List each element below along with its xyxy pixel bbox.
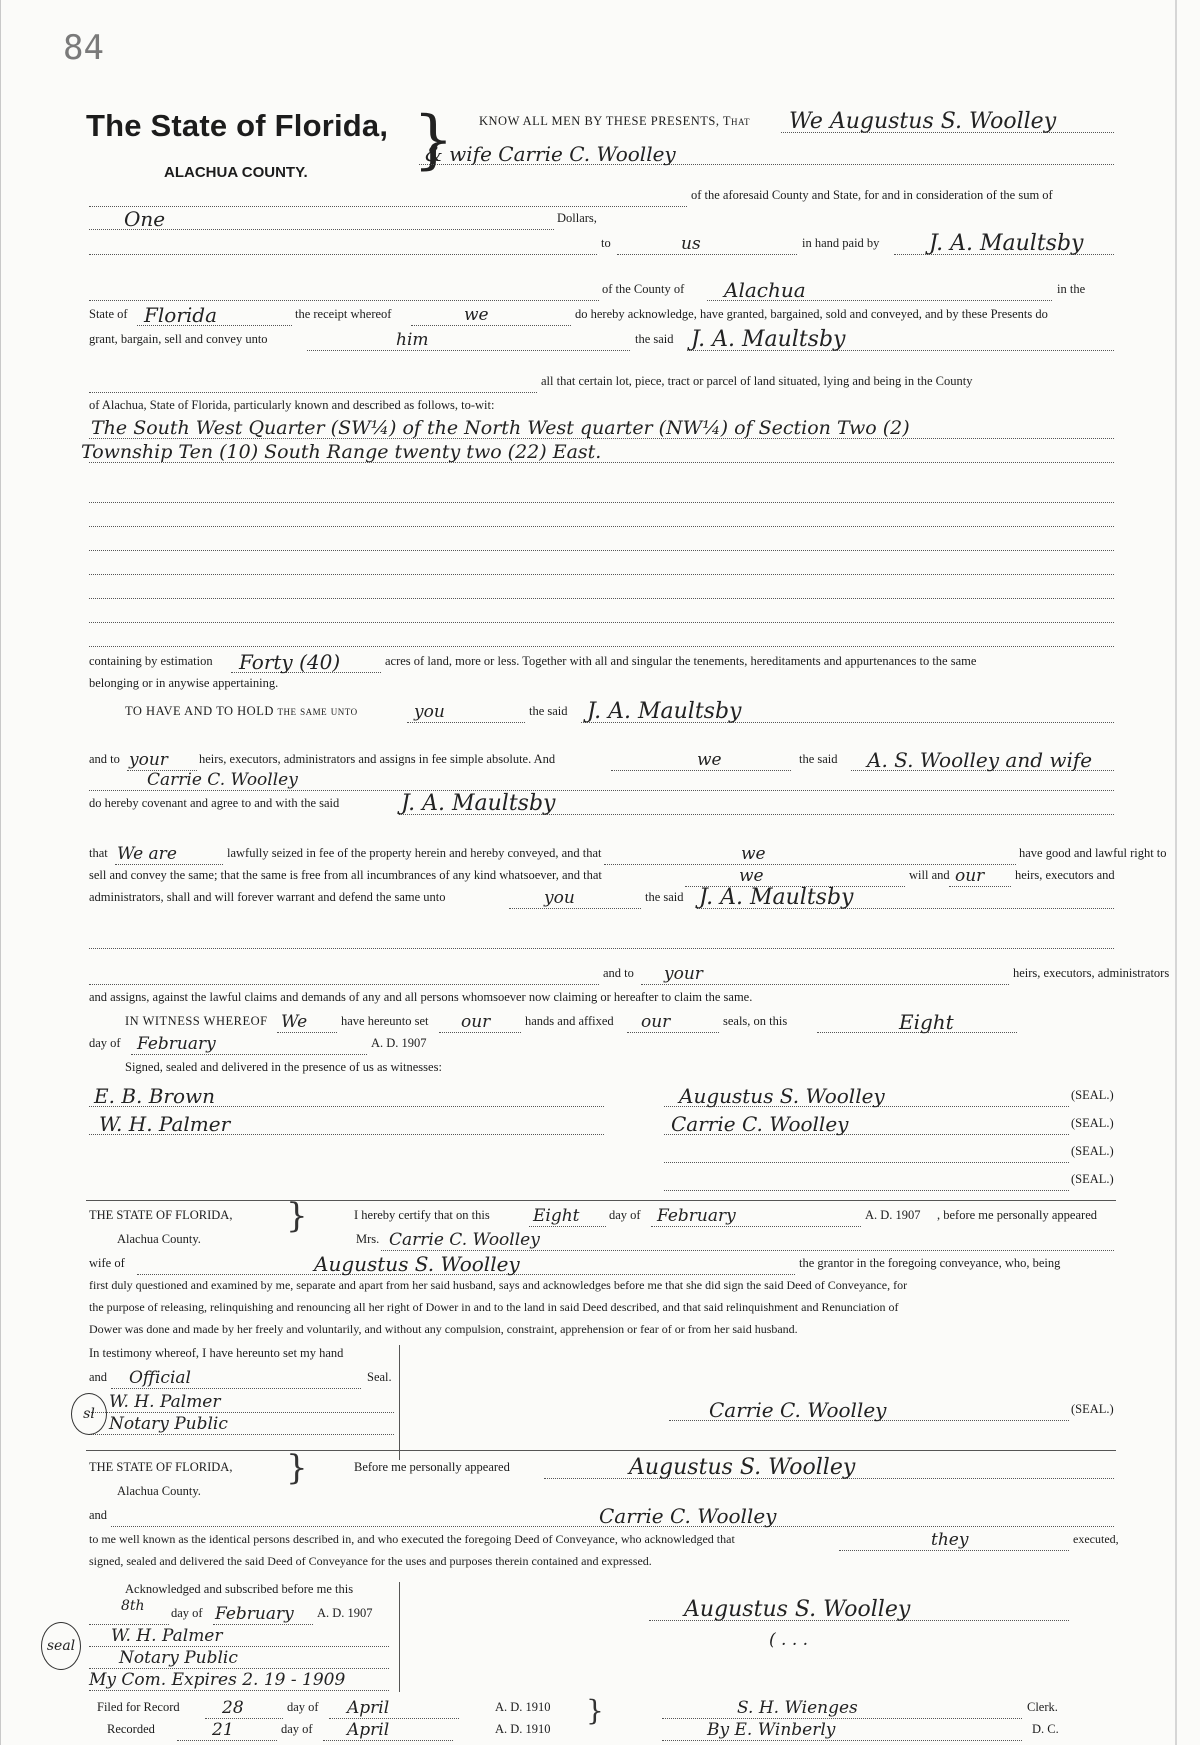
cert2-line-3: and Carrie C. Woolley	[89, 1506, 1114, 1530]
cert2-line-4: to me well known as the identical persons described in, and who executed the foregoing Deed of Conveyance, who acknowledged that they executed,	[89, 1530, 1119, 1550]
signature-row-3: (SEAL.)	[89, 1142, 1114, 1166]
page-edge	[1175, 0, 1177, 1745]
county-title: ALACHUA COUNTY.	[164, 164, 308, 181]
state-title: The State of Florida,	[86, 108, 389, 143]
witness-1: E. B. Brown	[94, 1084, 216, 1108]
cert2-signature-tail: ( . . .	[769, 1630, 809, 1650]
cert1-line-1: THE STATE OF FLORIDA, I hereby certify that on this Eight day of February A. D. 1907 , before me personally appeared	[89, 1206, 1097, 1226]
grantor-signature-1: Augustus S. Woolley	[679, 1084, 885, 1108]
description-line-1: The South West Quarter (SW¼) of the North West quarter (NW¼) of Section Two (2)	[89, 418, 1114, 442]
line-of-alachua: of Alachua, State of Florida, particularly known and described as follows, to-wit:	[89, 398, 495, 412]
cert1-para-2: the purpose of releasing, relinquishing and renouncing all her right of Dower in and to the land in said Deed described, and that said relinquishment and Renunciation of	[89, 1300, 899, 1314]
cert2-line-1: THE STATE OF FLORIDA, Before me personally appeared Augustus S. Woolley	[89, 1458, 1114, 1482]
cert1-line-3: wife of Augustus S. Woolley the grantor in the foregoing conveyance, who, being	[89, 1252, 1061, 1276]
description-line-2: Township Ten (10) South Range twenty two (22) East.	[89, 442, 1114, 466]
line-aforesaid: of the aforesaid County and State, for and in consideration of the sum of	[89, 186, 1114, 210]
cert2-date: 8th day of February A. D. 1907	[89, 1604, 1114, 1628]
grantor-short: A. S. Woolley and wife	[867, 748, 1093, 772]
page-number: 84	[63, 28, 104, 68]
cert2-notary-title: Notary Public	[89, 1648, 1114, 1672]
section-divider-2	[86, 1450, 1116, 1451]
line-signed-sealed: Signed, sealed and delivered in the presence of us as witnesses:	[125, 1060, 442, 1074]
signature-row-2: W. H. Palmer Carrie C. Woolley (SEAL.)	[89, 1114, 1114, 1138]
filing-line-1: Filed for Record 28 day of April A. D. 1910 S. H. Wienges Clerk.	[97, 1698, 1058, 1718]
cert2-commission: My Com. Expires 2. 19 - 1909	[89, 1670, 1114, 1694]
sum-words: One	[124, 207, 166, 231]
cert2-signature-row	[89, 1597, 1114, 1624]
line-admins: administrators, shall and will forever warrant and defend the same unto you the said J. A. Maultsby	[89, 888, 1114, 912]
unto-hw: him	[396, 330, 429, 350]
cert1-notary: W. H. Palmer	[89, 1392, 1114, 1416]
line-grantors-2	[89, 144, 1114, 168]
signature-row-4: (SEAL.)	[89, 1170, 1114, 1194]
cert1-signature-row: Carrie C. Woolley (SEAL.)	[89, 1400, 1114, 1424]
line-sell: sell and convey the same; that the same is free from all incumbrances of any kind whatsoever, and that we will and our heirs, executors and	[89, 866, 1115, 886]
line-day-of: day of February A. D. 1907	[89, 1034, 427, 1054]
signature-row-1: E. B. Brown Augustus S. Woolley (SEAL.)	[89, 1086, 1114, 1110]
line-covenant: do hereby covenant and agree to and with the said J. A. Maultsby	[89, 794, 1114, 818]
line-containing: containing by estimation Forty (40) acres of land, more or less. Together with all and singular the tenements, hereditaments and appurtenances to the same	[89, 650, 977, 674]
cert1-notary-title: Notary Public	[89, 1414, 1114, 1438]
acres-hw: Forty (40)	[239, 650, 341, 674]
grantors-line2: & wife Carrie C. Woolley	[425, 142, 676, 166]
cert2-line-5: signed, sealed and delivered the said Deed of Conveyance for the uses and purposes therein contained and expressed.	[89, 1554, 652, 1568]
cert2-notary: W. H. Palmer	[89, 1626, 1114, 1650]
line-county-of: of the County of Alachua in the	[89, 280, 1114, 304]
line-grantor-cont: Carrie C. Woolley	[89, 770, 1114, 794]
line-grant: grant, bargain, sell and convey unto him the said J. A. Maultsby	[89, 330, 1114, 354]
county-hw: Alachua	[724, 278, 806, 302]
cert1-para-1: first duly questioned and examined by me, separate and apart from her said husband, says and acknowledges before me that she did sign the said Deed of Conveyance, for	[89, 1278, 908, 1292]
receipt-hw: we	[464, 305, 489, 325]
line-that: that We are lawfully seized in fee of the property herein and hereby conveyed, and that we have good and lawful right to	[89, 844, 1167, 864]
cert2-line-2: Alachua County.	[117, 1484, 201, 1498]
grantor-signature-2: Carrie C. Woolley	[671, 1112, 849, 1136]
cert1-line-2: Alachua County. Mrs. Carrie C. Woolley	[89, 1230, 1114, 1254]
habendum-hw: you	[414, 702, 445, 722]
wife-signature: Carrie C. Woolley	[709, 1398, 887, 1422]
filing-brace: }	[586, 1694, 604, 1727]
line-and-to-2: and to your heirs, executors, administrators	[89, 964, 1114, 988]
filing-line-2: Recorded 21 day of April A. D. 1910 By E. Winberly D. C.	[107, 1720, 1059, 1740]
notary-seal-mark-1: sl	[71, 1393, 107, 1435]
cert1-official: and Official Seal.	[89, 1368, 392, 1388]
line-assigns: and assigns, against the lawful claims and demands of any and all persons whomsoever now claiming or hereafter to claim the same.	[89, 990, 753, 1004]
cert1-brace: }	[286, 1196, 308, 1236]
state-hw: Florida	[144, 303, 217, 327]
line-state-of: State of Florida the receipt whereof we do hereby acknowledge, have granted, bargained, sold and conveyed, and by these Presents do	[89, 303, 1048, 327]
line-all-that: all that certain lot, piece, tract or parcel of land situated, lying and being in the County	[89, 372, 1114, 396]
line-habendum: TO HAVE AND TO HOLD the same unto you the said J. A. Maultsby	[89, 702, 1114, 726]
cert1-testimony: In testimony whereof, I have hereunto set my hand	[89, 1346, 344, 1360]
line-witness-whereof: IN WITNESS WHEREOF We have hereunto set our hands and affixed our seals, on this Eight	[89, 1012, 1114, 1036]
line-paid-by: to us in hand paid by J. A. Maultsby	[89, 234, 1114, 258]
line-belonging: belonging or in anywise appertaining.	[89, 676, 279, 690]
grantee: J. A. Maultsby	[929, 231, 1084, 256]
cert2-ack: Acknowledged and subscribed before me this	[125, 1582, 354, 1596]
husband-signature: Augustus S. Woolley	[684, 1597, 911, 1622]
line-sum: One Dollars,	[89, 209, 1114, 233]
line-and-to: and to your heirs, executors, administrators and assigns in fee simple absolute. And we the said A. S. Woolley and wife	[89, 750, 1114, 774]
section-divider-1	[86, 1200, 1116, 1201]
cert2-brace: }	[286, 1448, 308, 1488]
paid-to: us	[681, 234, 701, 254]
header-brace: }	[413, 103, 454, 177]
cert1-para-3: Dower was done and made by her freely and voluntarily, and without any compulsion, constraint, apprehension or fear of or from her said husband.	[89, 1322, 798, 1336]
line-know-all: KNOW ALL MEN BY THESE PRESENTS, That We Augustus S. Woolley	[89, 112, 1114, 136]
grantors-line1: We Augustus S. Woolley	[789, 109, 1057, 134]
witness-2: W. H. Palmer	[99, 1112, 231, 1136]
notary-seal-mark-2: seal	[41, 1622, 81, 1670]
